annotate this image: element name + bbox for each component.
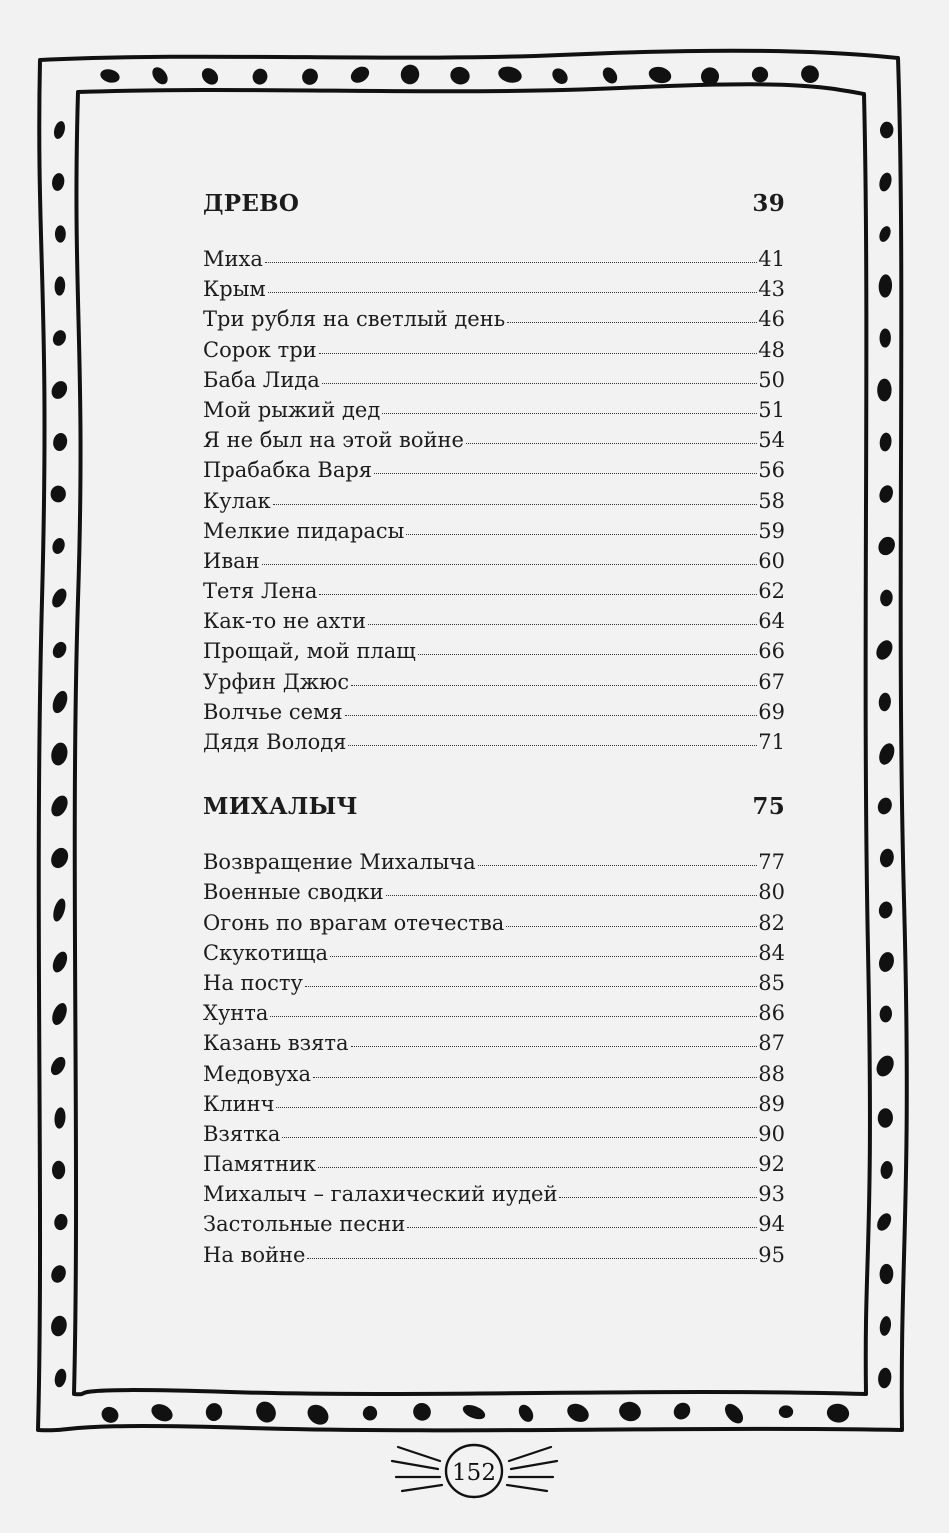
frame-dot xyxy=(348,63,372,86)
section-page: 39 xyxy=(752,190,785,217)
dot-leader xyxy=(407,1227,757,1228)
dot-leader xyxy=(265,262,757,263)
toc-entry xyxy=(203,968,785,998)
entry-title: Как-то не ахти xyxy=(203,609,367,634)
entry-title: На посту xyxy=(203,970,303,995)
table-of-contents xyxy=(203,190,785,1270)
frame-dot xyxy=(877,950,896,973)
toc-entry xyxy=(203,516,785,546)
section-heading xyxy=(203,793,785,820)
toc-entry xyxy=(203,304,785,334)
entry-page: 66 xyxy=(758,639,785,664)
entry-title: Казань взята xyxy=(203,1031,349,1056)
toc-entry xyxy=(203,727,785,757)
frame-dot xyxy=(49,1263,69,1285)
frame-dot xyxy=(49,378,71,401)
frame-dot xyxy=(50,536,66,555)
entry-title: Дядя Володя xyxy=(203,730,347,754)
entry-page: 95 xyxy=(758,1242,785,1267)
frame-dot xyxy=(409,1399,434,1424)
dot-leader xyxy=(273,504,758,505)
toc-entry xyxy=(203,486,785,516)
dot-leader xyxy=(351,685,757,686)
frame-dot xyxy=(54,276,66,296)
dot-leader xyxy=(313,1077,757,1078)
entry-list xyxy=(203,847,785,1270)
frame-dot xyxy=(53,1213,69,1232)
dot-leader xyxy=(318,1167,757,1168)
entry-page: 54 xyxy=(758,428,785,453)
frame-dot xyxy=(48,1054,68,1077)
frame-dot xyxy=(879,1005,893,1023)
entry-page: 41 xyxy=(758,247,785,271)
dot-leader xyxy=(386,895,758,896)
dot-leader xyxy=(319,353,758,354)
frame-dot xyxy=(878,274,893,298)
entry-title: Кулак xyxy=(203,488,271,513)
entry-title: Иван xyxy=(203,548,260,573)
frame-dot xyxy=(251,67,269,86)
frame-dot xyxy=(647,65,673,86)
frame-dot xyxy=(600,65,620,87)
toc-entry xyxy=(203,1028,785,1058)
toc-entry xyxy=(203,425,785,455)
entry-title: Взятка xyxy=(203,1121,281,1146)
frame-dot xyxy=(670,1399,693,1423)
frame-dot xyxy=(52,1161,65,1180)
frame-dot xyxy=(751,66,769,83)
frame-dot xyxy=(99,67,121,84)
frame-dot xyxy=(51,172,66,192)
section-gap xyxy=(203,757,785,793)
frame-dot xyxy=(54,1107,67,1129)
entry-title: Клинч xyxy=(203,1091,275,1116)
entry-page: 94 xyxy=(758,1212,785,1237)
frame-dot xyxy=(879,121,894,139)
entry-page: 88 xyxy=(758,1061,785,1086)
toc-entry xyxy=(203,938,785,968)
entry-title: Огонь по врагам отечества xyxy=(203,910,505,935)
frame-dot xyxy=(448,65,472,87)
dot-leader xyxy=(348,745,757,746)
frame-dot xyxy=(149,1401,176,1425)
entry-title: Хунта xyxy=(203,1001,269,1026)
frame-dot xyxy=(873,1053,897,1080)
toc-entry xyxy=(203,335,785,365)
entry-page: 86 xyxy=(758,1001,785,1026)
frame-dot xyxy=(304,1401,333,1429)
entry-title: Прабабка Варя xyxy=(203,458,373,483)
frame-dot xyxy=(50,485,66,502)
entry-title: Михалыч – галахический иудей xyxy=(203,1182,558,1207)
toc-entry xyxy=(203,365,785,395)
entry-page: 46 xyxy=(758,307,785,332)
section-title: МИХАЛЫЧ xyxy=(203,793,358,821)
frame-dot xyxy=(48,793,71,819)
frame-dot xyxy=(877,483,895,504)
entry-page: 58 xyxy=(758,488,785,513)
frame-dot xyxy=(516,1402,536,1424)
dot-leader xyxy=(270,1016,757,1017)
toc-entry xyxy=(203,697,785,727)
toc-entry xyxy=(203,998,785,1028)
frame-dot xyxy=(49,1001,69,1027)
entry-title: Медовуха xyxy=(203,1061,312,1086)
dot-leader xyxy=(319,594,757,595)
entry-title: Я не был на этой войне xyxy=(203,428,464,453)
toc-entry xyxy=(203,1089,785,1119)
frame-dot xyxy=(779,1405,794,1418)
entry-title: Крым xyxy=(203,277,266,302)
dot-leader xyxy=(262,564,758,565)
entry-title: Военные сводки xyxy=(203,880,384,905)
dot-leader xyxy=(478,865,758,866)
toc-entry xyxy=(203,1179,785,1209)
frame-dot xyxy=(399,63,421,86)
frame-dot xyxy=(721,1401,746,1427)
frame-dot xyxy=(877,224,893,243)
frame-dot xyxy=(876,741,897,767)
entry-page: 59 xyxy=(758,518,785,543)
frame-dot xyxy=(361,1404,380,1423)
entry-page: 87 xyxy=(758,1031,785,1056)
frame-dot xyxy=(877,1108,893,1128)
frame-dot xyxy=(875,796,894,817)
entry-page: 80 xyxy=(758,880,785,905)
toc-entry xyxy=(203,1240,785,1270)
frame-dot xyxy=(879,328,891,347)
frame-dot xyxy=(50,949,70,974)
entry-title: Застольные песни xyxy=(203,1212,406,1237)
entry-title: Скукотища xyxy=(203,940,328,965)
entry-title: Возвращение Михалыча xyxy=(203,850,476,875)
entry-page: 48 xyxy=(758,337,785,362)
entry-page: 82 xyxy=(758,910,785,935)
frame-dot xyxy=(564,1400,592,1425)
entry-page: 50 xyxy=(758,367,785,392)
dot-leader xyxy=(351,1046,758,1047)
page-number-ornament xyxy=(0,1433,949,1513)
frame-dot xyxy=(53,1368,68,1389)
frame-dot xyxy=(877,1367,892,1389)
entry-page: 51 xyxy=(758,397,785,422)
toc-entry xyxy=(203,1149,785,1179)
entry-page: 89 xyxy=(758,1091,785,1116)
entry-page: 60 xyxy=(758,548,785,573)
dot-leader xyxy=(330,956,757,957)
frame-dot xyxy=(205,1402,224,1422)
frame-dot xyxy=(875,534,898,558)
entry-page: 92 xyxy=(758,1152,785,1177)
frame-dot xyxy=(877,900,894,919)
toc-entry xyxy=(203,1059,785,1089)
frame-dot xyxy=(879,432,893,452)
entry-title: Миха xyxy=(203,247,263,271)
frame-dot xyxy=(879,1264,893,1285)
page-number: 152 xyxy=(452,1460,496,1486)
dot-leader xyxy=(307,1258,757,1259)
entry-title: На войне xyxy=(203,1242,306,1267)
entry-title: Сорок три xyxy=(203,337,317,362)
frame-dot xyxy=(99,1404,122,1426)
entry-page: 84 xyxy=(758,940,785,965)
frame-dot xyxy=(299,66,321,88)
frame-dot xyxy=(797,62,822,87)
entry-page: 64 xyxy=(758,609,785,634)
section-heading xyxy=(203,190,785,217)
dot-leader xyxy=(374,473,757,474)
entry-title: Прощай, мой плащ xyxy=(203,639,416,664)
dot-leader xyxy=(559,1197,757,1198)
entry-page: 62 xyxy=(758,579,785,604)
frame-dot xyxy=(149,64,171,87)
frame-dot xyxy=(50,640,69,661)
entry-page: 43 xyxy=(758,277,785,302)
dot-leader xyxy=(406,534,757,535)
toc-entry xyxy=(203,274,785,304)
entry-title: Урфин Джюс xyxy=(203,669,350,694)
frame-dot xyxy=(879,589,893,607)
dot-leader xyxy=(507,322,757,323)
frame-dot xyxy=(878,1315,892,1336)
entry-page: 67 xyxy=(758,669,785,694)
entry-list xyxy=(203,244,785,757)
toc-entry xyxy=(203,576,785,606)
entry-page: 77 xyxy=(758,850,785,875)
frame-dot xyxy=(878,692,892,712)
frame-dot xyxy=(48,845,71,871)
section-title: ДРЕВО xyxy=(203,190,300,217)
toc-entry xyxy=(203,908,785,938)
entry-title: Мой рыжий дед xyxy=(203,397,381,422)
frame-dot xyxy=(879,848,896,869)
frame-dot xyxy=(49,741,69,767)
frame-dot xyxy=(49,586,69,610)
frame-dot xyxy=(880,1160,894,1179)
dot-leader xyxy=(305,986,757,987)
entry-page: 71 xyxy=(758,730,785,754)
frame-dot xyxy=(877,378,892,401)
frame-dot xyxy=(826,1402,851,1424)
frame-dot xyxy=(49,1314,68,1338)
toc-entry xyxy=(203,244,785,274)
toc-entry xyxy=(203,636,785,666)
entry-title: Тетя Лена xyxy=(203,579,318,604)
toc-entry xyxy=(203,606,785,636)
frame-dot xyxy=(874,1211,894,1233)
toc-entry xyxy=(203,877,785,907)
frame-dot xyxy=(51,897,68,923)
section-page: 75 xyxy=(752,793,785,821)
entry-title: Баба Лида xyxy=(203,367,320,392)
frame-dot xyxy=(252,1398,279,1426)
toc-entry xyxy=(203,1119,785,1149)
dot-leader xyxy=(506,926,757,927)
frame-dot xyxy=(52,120,67,140)
frame-dot xyxy=(549,65,571,87)
frame-dot xyxy=(497,64,524,85)
entry-title: Мелкие пидарасы xyxy=(203,518,405,543)
frame-dot xyxy=(877,171,893,193)
toc-entry xyxy=(203,546,785,576)
toc-entry xyxy=(203,455,785,485)
frame-dot xyxy=(199,65,222,88)
entry-page: 90 xyxy=(758,1121,785,1146)
frame-dot xyxy=(55,225,66,242)
dot-leader xyxy=(345,715,758,716)
entry-page: 93 xyxy=(758,1182,785,1207)
dot-leader xyxy=(276,1107,757,1108)
dot-leader xyxy=(368,624,757,625)
dot-leader xyxy=(322,383,758,384)
entry-page: 85 xyxy=(758,970,785,995)
entry-title: Волчье семя xyxy=(203,699,343,724)
dot-leader xyxy=(418,654,757,655)
dot-leader xyxy=(466,443,757,444)
frame-dot xyxy=(51,328,69,348)
entry-page: 56 xyxy=(758,458,785,483)
frame-dot xyxy=(617,1399,643,1423)
entry-page: 69 xyxy=(758,699,785,724)
frame-dot xyxy=(52,432,69,452)
dot-leader xyxy=(268,292,758,293)
toc-entry xyxy=(203,395,785,425)
toc-entry xyxy=(203,1209,785,1239)
frame-dot xyxy=(873,637,896,662)
dot-leader xyxy=(382,413,757,414)
entry-title: Три рубля на светлый день xyxy=(203,307,506,332)
frame-dot xyxy=(461,1402,487,1422)
toc-entry xyxy=(203,847,785,877)
frame-dot xyxy=(50,689,70,715)
dot-leader xyxy=(282,1137,757,1138)
toc-entry xyxy=(203,667,785,697)
entry-title: Памятник xyxy=(203,1152,317,1177)
